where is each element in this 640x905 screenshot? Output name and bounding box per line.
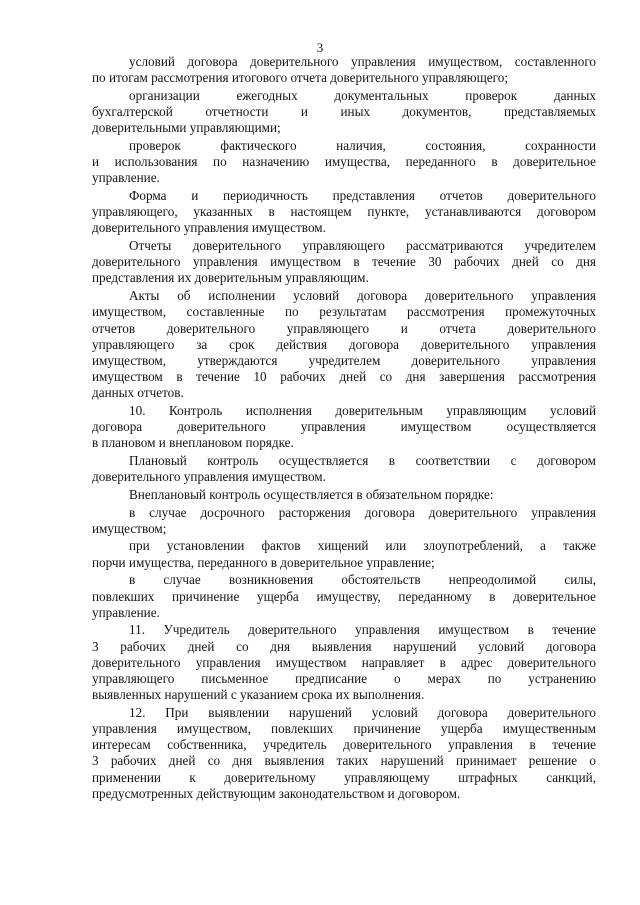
text-line: бухгалтерской отчетности и иных документов, представляемых (92, 104, 596, 120)
text-line: в плановом и внеплановом порядке. (92, 435, 294, 451)
text-line: Акты об исполнении условий договора доверительного управления (129, 288, 596, 304)
text-line: управление. (92, 604, 160, 620)
text-line: представления их доверительным управляющим. (92, 270, 369, 286)
text-line: данных отчетов. (92, 385, 184, 401)
text-line: Внеплановый контроль осуществляется в обязательном порядке: (129, 486, 494, 502)
text-line: применении к доверительному управляющему штрафных санкций, (92, 769, 596, 785)
text-line: управления имуществом, повлекших причинение ущерба имущественным (92, 721, 596, 736)
text-line: имуществом, составленные по результатам рассмотрения промежуточных (92, 304, 596, 320)
text-line: Плановый контроль осуществляется в соответствии с договором (129, 453, 596, 468)
text-line: 3 рабочих дней со дня выявления таких нарушений принимает решение о (92, 753, 596, 769)
text-line: повлекших причинение ущерба имуществу, переданному в доверительное (92, 588, 596, 604)
text-line: доверительного управления имуществом. (92, 220, 326, 236)
text-line: доверительного управления имуществом направляет в адрес доверительного (92, 654, 596, 670)
page-number: 3 (316, 40, 324, 55)
paragraph (92, 188, 596, 237)
paragraph (92, 572, 596, 621)
document-body (92, 54, 596, 803)
text-line: при установлении фактов хищений или злоупотреблений, а также (129, 538, 596, 554)
paragraph (92, 538, 596, 570)
text-line: в случае возникновения обстоятельств непреодолимой силы, (129, 572, 596, 588)
text-line: проверок фактического наличия, состояния, сохранности (129, 137, 596, 153)
paragraph (92, 88, 596, 137)
text-line: интересам собственника, учредитель доверительного управления в течение (92, 737, 596, 753)
paragraph (92, 403, 596, 452)
text-line: управляющего, указанных в настоящем пункте, устанавливаются договором (92, 204, 596, 220)
text-line: имуществом в течение 10 рабочих дней со дня завершения рассмотрения (92, 369, 596, 385)
text-line: порчи имущества, переданного в доверительное управление; (92, 554, 435, 570)
paragraph (92, 453, 596, 485)
paragraph (92, 54, 596, 86)
text-line: 10. Контроль исполнения доверительным управляющим условий (129, 402, 596, 418)
text-line: 3 рабочих дней со дня выявления нарушений условий договора (92, 638, 596, 654)
text-line: организации ежегодных документальных проверок данных (129, 87, 596, 103)
text-line: имуществом; (92, 520, 167, 536)
paragraph (92, 288, 596, 401)
text-line: Форма и периодичность представления отчетов доверительного (129, 188, 596, 203)
text-line: доверительного управления имуществом в течение 30 рабочих дней со дня (92, 254, 596, 270)
paragraph (92, 505, 596, 537)
paragraph (92, 705, 596, 802)
text-line: 11. Учредитель доверительного управления имуществом в течение (129, 622, 596, 638)
paragraph (92, 138, 596, 187)
text-line: выявленных нарушений с указанием срока их выполнения. (92, 687, 425, 703)
text-line: 12. При выявлении нарушений условий договора доверительного (129, 704, 596, 720)
text-line: управление. (92, 170, 160, 186)
paragraph (92, 238, 596, 287)
text-line: доверительными управляющими; (92, 120, 281, 136)
text-line: предусмотренных действующим законодательством и договором. (92, 785, 461, 801)
paragraph (92, 622, 596, 703)
text-line: имуществом, утверждаются учредителем доверительного управления (92, 352, 596, 368)
text-line: по итогам рассмотрения итогового отчета доверительного управляющего; (92, 70, 509, 86)
text-line: доверительного управления имуществом. (92, 469, 326, 485)
paragraph (92, 487, 596, 503)
text-line: отчетов доверительного управляющего и отчета доверительного (92, 320, 596, 336)
text-line: управляющего письменное предписание о мерах по устранению (92, 670, 596, 686)
text-line: в случае досрочного расторжения договора доверительного управления (129, 504, 596, 520)
text-line: и использования по назначению имущества, переданного в доверительное (92, 154, 596, 170)
text-line: Отчеты доверительного управляющего рассматриваются учредителем (129, 238, 596, 254)
text-line: договора доверительного управления имуществом осуществляется (92, 419, 596, 435)
text-line: управляющего за срок действия договора доверительного управления (92, 336, 596, 352)
text-line: условий договора доверительного управления имуществом, составленного (129, 54, 596, 69)
